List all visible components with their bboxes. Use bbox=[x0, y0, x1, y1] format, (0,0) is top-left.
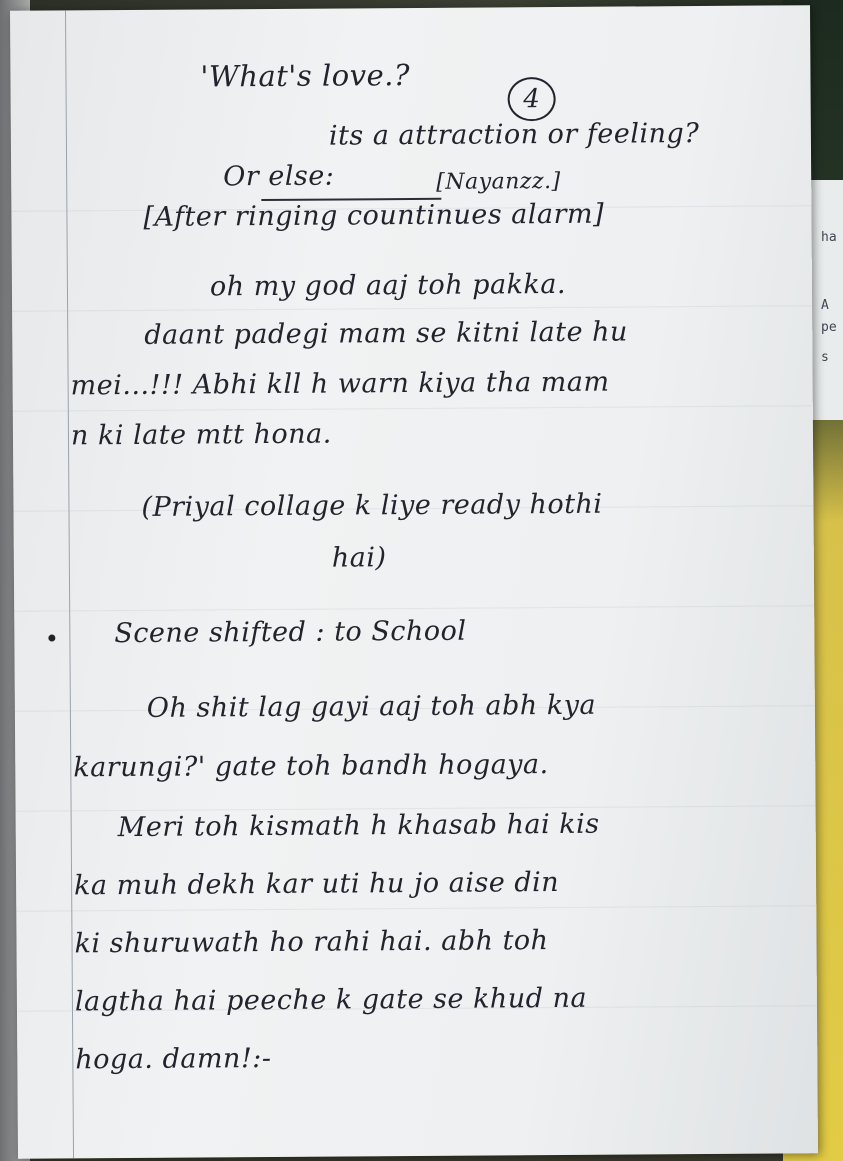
text-line: daant padegi mam se kitni late hu bbox=[144, 316, 628, 351]
text-line: (Priyal collage k liye ready hothi bbox=[141, 488, 603, 523]
margin-line bbox=[65, 10, 74, 1158]
text-line: ka muh dekh kar uti hu jo aise din bbox=[74, 866, 560, 902]
ruled-line bbox=[13, 405, 813, 412]
text-line: Scene shifted : to School bbox=[114, 615, 467, 650]
bullet-point bbox=[48, 635, 55, 642]
under-page-text: s bbox=[821, 350, 829, 365]
under-page-text: A bbox=[821, 298, 829, 313]
page-number: 4 bbox=[507, 77, 555, 121]
text-line: n ki late mtt hona. bbox=[70, 418, 332, 452]
text-line: hoga. damn!:- bbox=[75, 1043, 272, 1076]
text-line: Oh shit lag gayi aaj toh abh kya bbox=[146, 689, 597, 724]
ruled-line bbox=[12, 305, 812, 312]
page-title: 'What's love.? bbox=[200, 58, 411, 94]
text-line: Or else: bbox=[223, 160, 335, 193]
ruled-line bbox=[16, 905, 816, 912]
ruled-line bbox=[14, 605, 814, 612]
notebook-page bbox=[10, 5, 818, 1159]
text-line: Meri toh kismath h khasab hai kis bbox=[117, 808, 600, 844]
under-page-text: pe bbox=[821, 320, 837, 335]
text-line: [Nayanzz.] bbox=[436, 168, 561, 195]
text-line: mei...!!! Abhi kll h warn kiya tha mam bbox=[70, 366, 610, 402]
under-page-text: ha bbox=[821, 230, 837, 245]
text-line: hai) bbox=[331, 542, 387, 574]
text-line: karungi?' gate toh bandh hogaya. bbox=[73, 749, 549, 784]
text-line: lagtha hai peeche k gate se khud na bbox=[74, 982, 588, 1018]
text-line: its a attraction or feeling? bbox=[328, 117, 700, 152]
text-line: ki shuruwath ho rahi hai. abh toh bbox=[74, 925, 549, 960]
text-line: oh my god aaj toh pakka. bbox=[209, 268, 567, 303]
text-line: [After ringing countinues alarm] bbox=[143, 198, 605, 233]
